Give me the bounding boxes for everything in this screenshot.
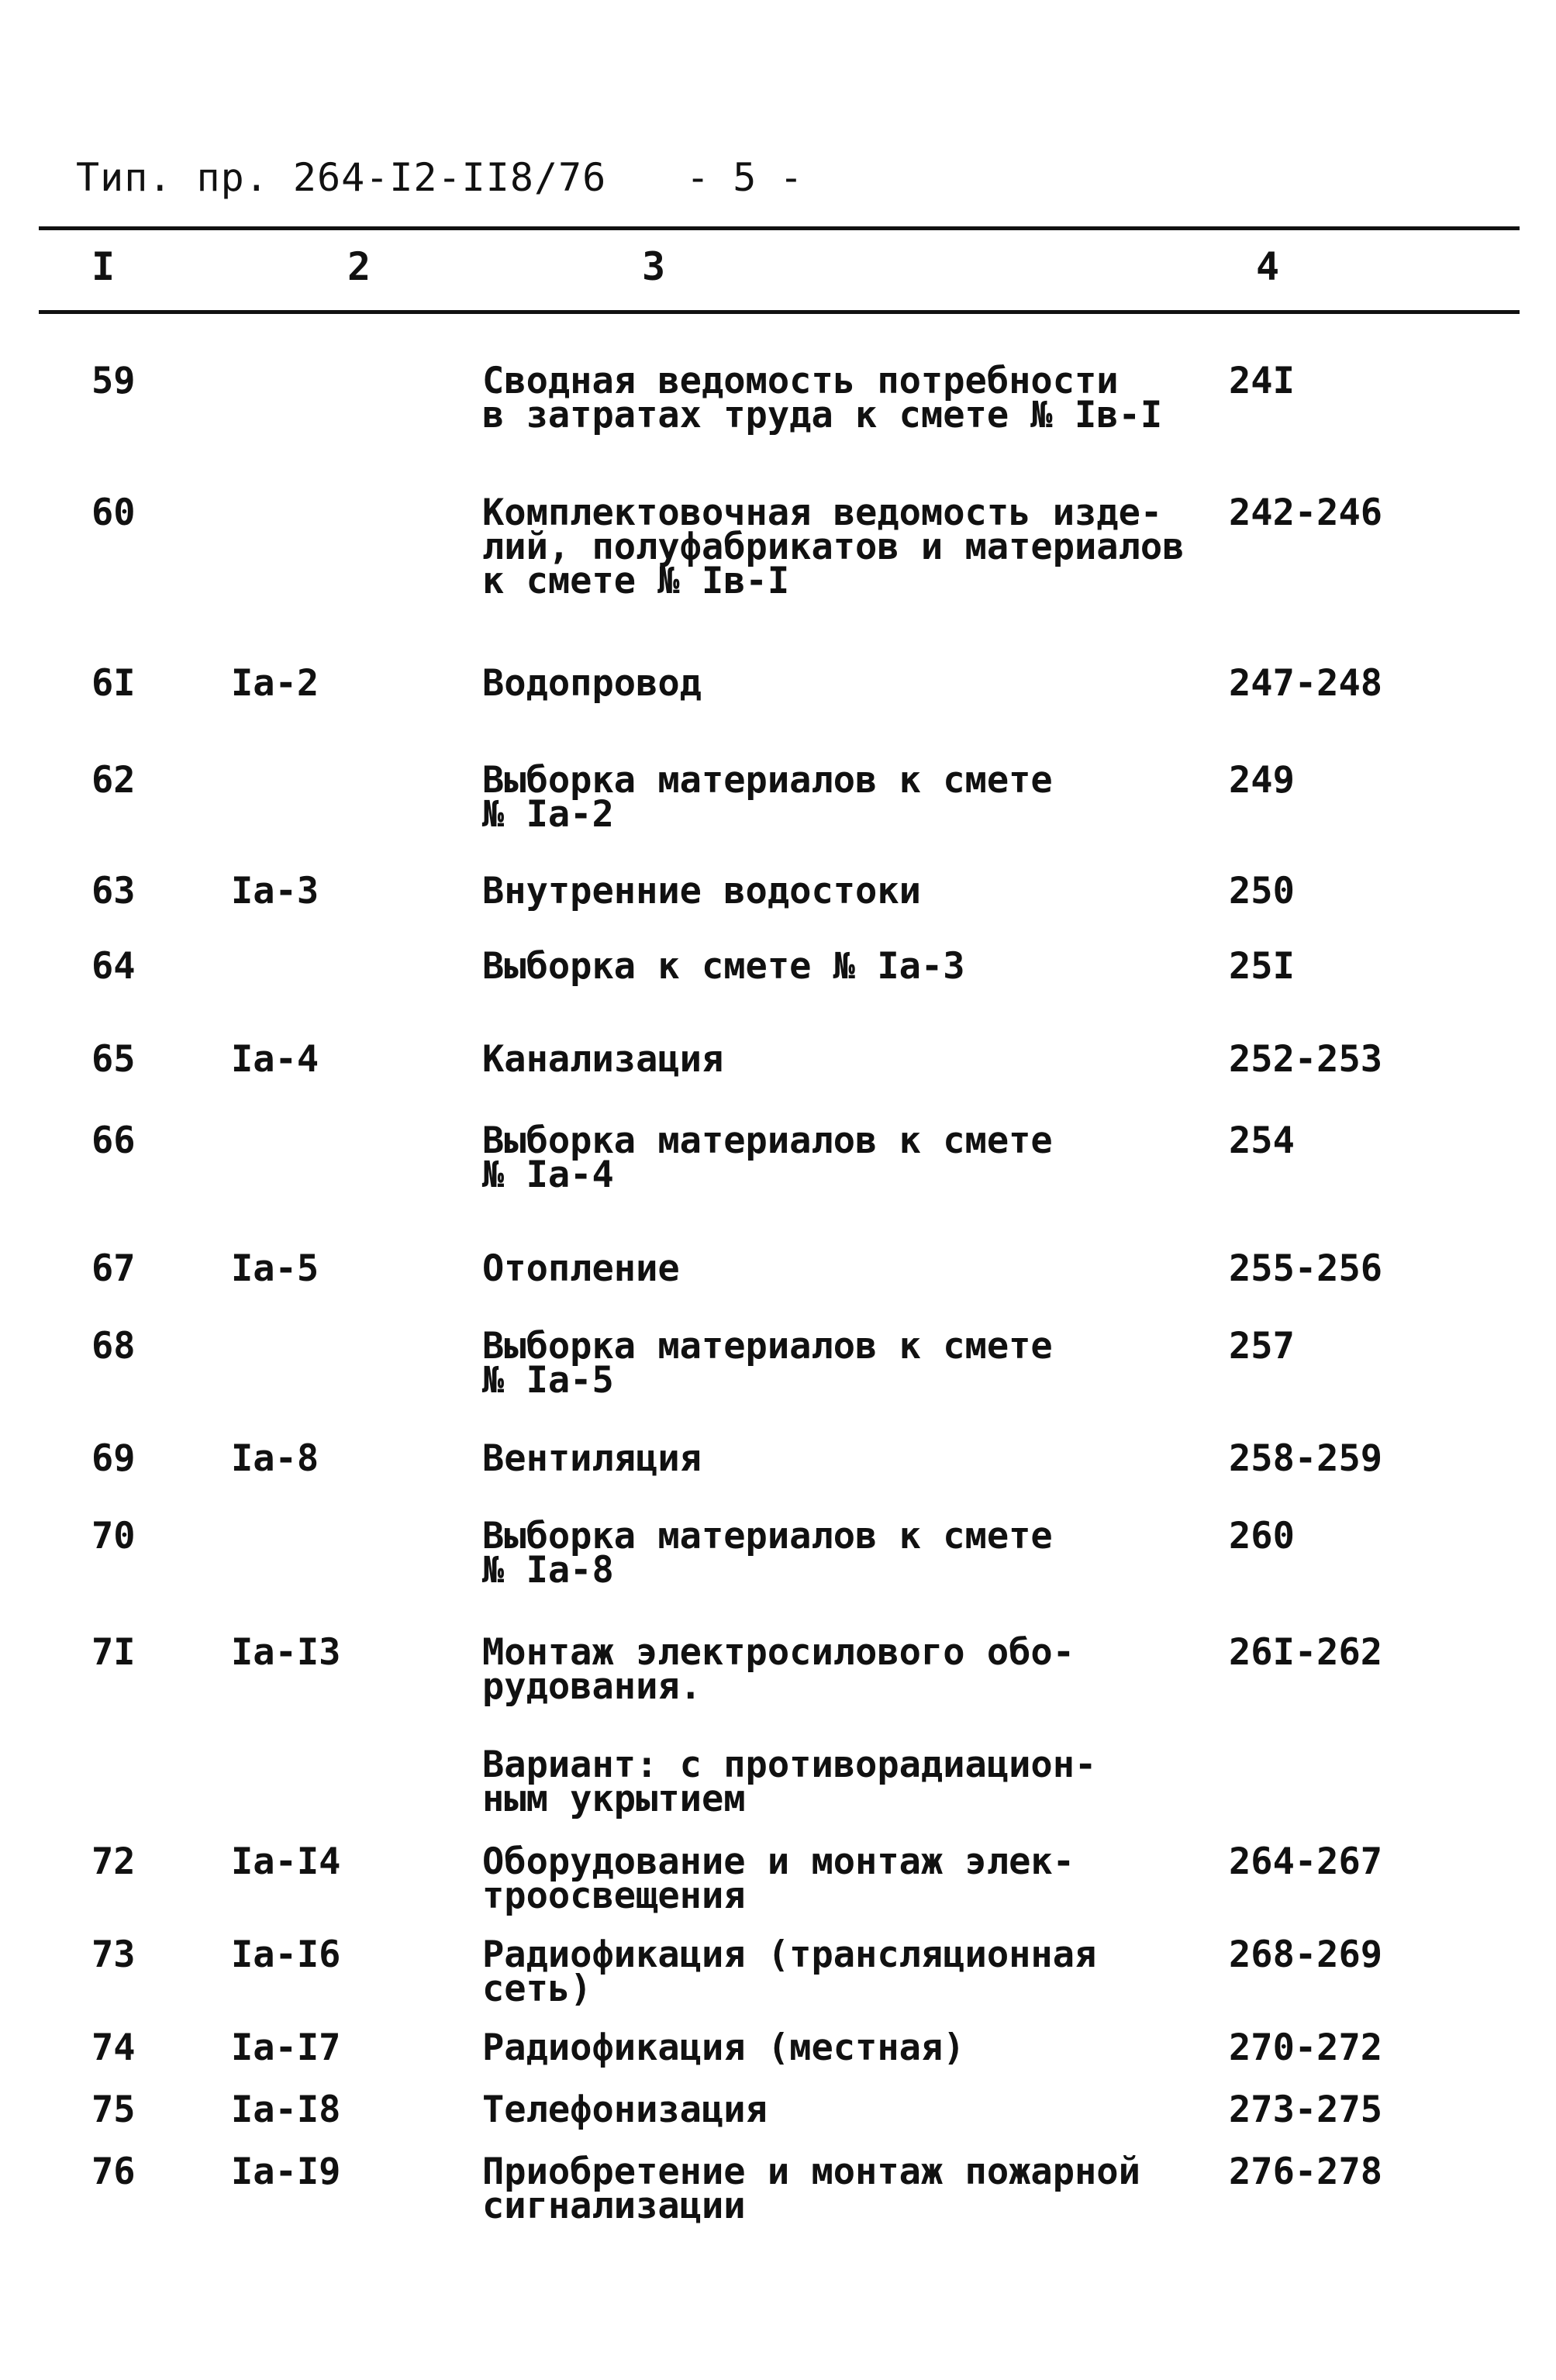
row-number: 67 bbox=[91, 1247, 136, 1290]
section-title: Выборка материалов к смете № Iа-2 bbox=[482, 759, 1053, 836]
page-range: 254 bbox=[1229, 1119, 1295, 1162]
document-reference: Тип. пр. 264-I2-II8/76 bbox=[76, 155, 607, 200]
section-title: Выборка материалов к смете № Iа-5 bbox=[482, 1325, 1053, 1402]
estimate-code: Iа-I3 bbox=[231, 1631, 341, 1674]
header-rule-bottom bbox=[39, 310, 1520, 314]
page-range: 250 bbox=[1229, 870, 1295, 912]
page-range: 268-269 bbox=[1229, 1933, 1383, 1976]
row-number: 68 bbox=[91, 1325, 136, 1368]
section-title: Выборка материалов к смете № Iа-4 bbox=[482, 1119, 1053, 1196]
section-title: Выборка к смете № Iа-3 bbox=[482, 945, 965, 988]
row-number: 59 bbox=[91, 360, 136, 402]
page-range: 26I-262 bbox=[1229, 1631, 1383, 1674]
row-number: 72 bbox=[91, 1840, 136, 1883]
page-range: 264-267 bbox=[1229, 1840, 1383, 1883]
row-number: 70 bbox=[91, 1515, 136, 1557]
row-number: 69 bbox=[91, 1437, 136, 1480]
section-title: Выборка материалов к смете № Iа-8 bbox=[482, 1515, 1053, 1592]
estimate-code: Iа-8 bbox=[231, 1437, 319, 1480]
page-range: 273-275 bbox=[1229, 2089, 1383, 2131]
page-range: 242-246 bbox=[1229, 492, 1383, 534]
column-header-3: 3 bbox=[642, 244, 666, 289]
estimate-code: Iа-4 bbox=[231, 1038, 319, 1081]
section-title: Радиофикация (трансляционная сеть) bbox=[482, 1933, 1097, 2010]
section-title: Телефонизация bbox=[482, 2089, 768, 2131]
row-number: 66 bbox=[91, 1119, 136, 1162]
section-title: Монтаж электросилового обо- рудования. bbox=[482, 1631, 1075, 1708]
section-title: Комплектовочная ведомость изде- лий, полуфабрикатов и материалов к смете № Iв-I bbox=[482, 492, 1185, 602]
section-title: Приобретение и монтаж пожарной сигнализации bbox=[482, 2151, 1140, 2227]
header-rule-top bbox=[39, 226, 1520, 230]
section-title: Оборудование и монтаж элек- троосвещения bbox=[482, 1840, 1075, 1917]
page-range: 257 bbox=[1229, 1325, 1295, 1368]
row-number: 65 bbox=[91, 1038, 136, 1081]
estimate-code: Iа-I7 bbox=[231, 2026, 341, 2069]
page-range: 276-278 bbox=[1229, 2151, 1383, 2193]
page-range: 258-259 bbox=[1229, 1437, 1383, 1480]
section-title: Водопровод bbox=[482, 662, 702, 705]
row-number: 63 bbox=[91, 870, 136, 912]
section-title: Радиофикация (местная) bbox=[482, 2026, 965, 2069]
page-range: 24I bbox=[1229, 360, 1295, 402]
row-number: 64 bbox=[91, 945, 136, 988]
page-range: 252-253 bbox=[1229, 1038, 1383, 1081]
page-range: 255-256 bbox=[1229, 1247, 1383, 1290]
row-number: 60 bbox=[91, 492, 136, 534]
estimate-code: Iа-I6 bbox=[231, 1933, 341, 1976]
section-title: Канализация bbox=[482, 1038, 724, 1081]
page-range: 247-248 bbox=[1229, 662, 1383, 705]
estimate-code: Iа-I8 bbox=[231, 2089, 341, 2131]
estimate-code: Iа-I9 bbox=[231, 2151, 341, 2193]
row-number: 73 bbox=[91, 1933, 136, 1976]
column-header-1: I bbox=[91, 244, 116, 289]
row-number: 74 bbox=[91, 2026, 136, 2069]
section-title: Вариант: с противорадиацион- ным укрытием bbox=[482, 1744, 1097, 1820]
section-title: Отопление bbox=[482, 1247, 680, 1290]
estimate-code: Iа-5 bbox=[231, 1247, 319, 1290]
row-number: 6I bbox=[91, 662, 136, 705]
page-range: 270-272 bbox=[1229, 2026, 1383, 2069]
column-header-4: 4 bbox=[1256, 244, 1280, 289]
row-number: 75 bbox=[91, 2089, 136, 2131]
estimate-code: Iа-3 bbox=[231, 870, 319, 912]
row-number: 76 bbox=[91, 2151, 136, 2193]
page-range: 260 bbox=[1229, 1515, 1295, 1557]
page-number: - 5 - bbox=[686, 155, 803, 200]
page-range: 249 bbox=[1229, 759, 1295, 802]
section-title: Сводная ведомость потребности в затратах труда к смете № Iв-I bbox=[482, 360, 1163, 436]
estimate-code: Iа-2 bbox=[231, 662, 319, 705]
page-range: 25I bbox=[1229, 945, 1295, 988]
estimate-code: Iа-I4 bbox=[231, 1840, 341, 1883]
column-header-2: 2 bbox=[347, 244, 371, 289]
section-title: Вентиляция bbox=[482, 1437, 702, 1480]
section-title: Внутренние водостоки bbox=[482, 870, 921, 912]
row-number: 7I bbox=[91, 1631, 136, 1674]
row-number: 62 bbox=[91, 759, 136, 802]
